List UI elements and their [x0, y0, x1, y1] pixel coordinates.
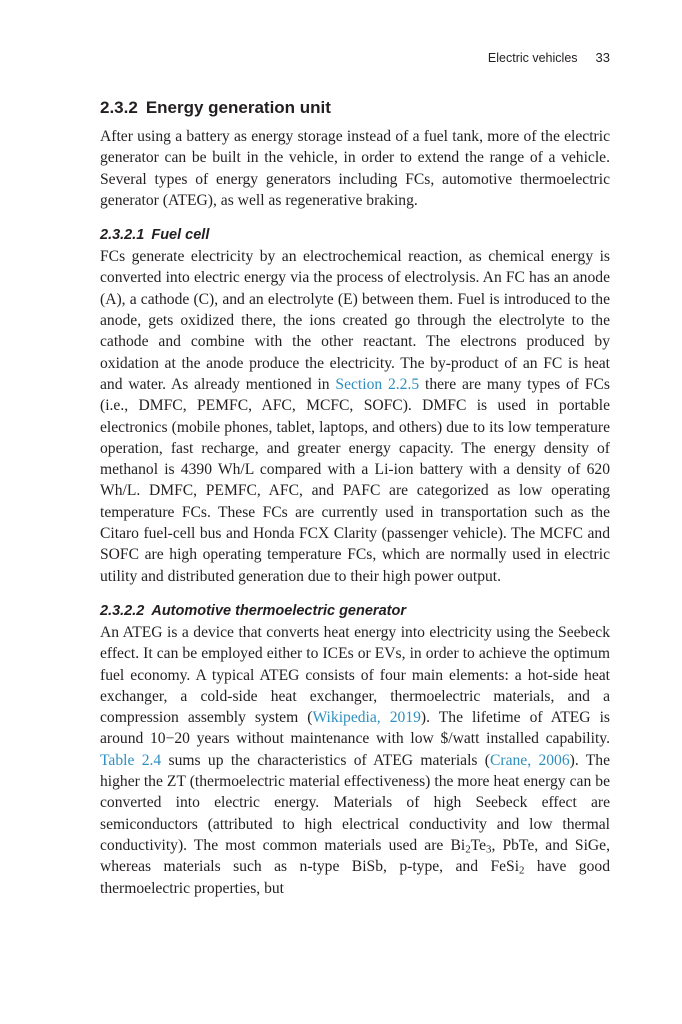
fesi-subscript: 2 [519, 864, 525, 877]
section-title: Energy generation unit [145, 98, 331, 117]
ateg-text-4: ). The higher the ZT (thermoelectric material effectiveness) the more heat energy can be converted into electric energy. Materials of high Seebeck effect are semiconductors (attributed to high electrical conductivity and low thermal conductivity). The most common materials used are Bi [100, 751, 611, 854]
section-intro-paragraph: After using a battery as energy storage instead of a fuel tank, more of the electric generator can be built in the vehicle, in order to extend the range of a vehicle. Several types of energy generators including FCs, automotive thermoelectric generator (ATEG), as well as regenerative braking. [100, 128, 610, 209]
running-title: Electric vehicles [487, 51, 578, 65]
fuel-cell-text-2: there are many types of FCs (i.e., DMFC, PEMFC, AFC, MCFC, SOFC). DMFC is used in portable electronics (mobile phones, tablet, laptops, and others) due to its low temperature operation, fast recharge, and greater energy capacity. The energy density of methanol is 4390 Wh/L compared with a Li-ion battery with a density of 620 Wh/L. DMFC, PEMFC, AFC, and PAFC are categorized as low operating temperature FCs. These FCs are currently used in transportation such as the Citaro fuel-cell bus and Honda FCX Clarity (passenger vehicle). The MCFC and SOFC are high operating temperature FCs, which are normally used in electric utility and distributed generation due to their high power output. [100, 375, 610, 585]
fuel-cell-paragraph [100, 246, 610, 587]
fuel-cell-text-1: FCs generate electricity by an electrochemical reaction, as chemical energy is converted into electric energy via the process of electrolysis. An FC has an anode (A), a cathode (C), and an electrolyte (E) between them. Fuel is introduced to the anode, gets oxidized there, the ions created go through the electrolyte to the cathode and combine with the other reactant. The electrons produced by oxidation at the anode produce the electricity. The by-product of an FC is heat and water. As already mentioned in [100, 248, 610, 393]
ateg-text-2: ). The lifetime of ATEG is around 10−20 years without maintenance with low $/watt installed capability. [100, 709, 611, 748]
section-2-2-5-link[interactable]: Section 2.2.5 [335, 375, 420, 393]
ateg-text-3: sums up the characteristics of ATEG materials ( [161, 751, 490, 769]
section-heading [100, 96, 610, 120]
crane-citation-link[interactable]: Crane, 2006 [490, 751, 570, 769]
ateg-paragraph [100, 622, 610, 899]
ateg-heading [100, 600, 610, 622]
te-subscript: 3 [486, 843, 492, 856]
ateg-title: Automotive thermoelectric generator [151, 602, 406, 619]
fuel-cell-heading [100, 224, 610, 246]
ateg-number: 2.3.2.2 [100, 602, 145, 619]
page-number: 33 [595, 50, 610, 65]
ateg-text-6: , PbTe, and SiGe, whereas materials such as n-type BiSb, p-type, and FeSi [100, 836, 611, 876]
ateg-text-1: An ATEG is a device that converts heat energy into electricity using the Seebeck effect. It can be employed either to ICEs or EVs, in order to achieve the optimum fuel economy. A typical ATEG consists of four main elements: a hot-side heat exchanger, a cold-side heat exchanger, thermoelectric materials, and a compression assembly system ( [100, 623, 610, 727]
table-2-4-link[interactable]: Table 2.4 [100, 751, 162, 769]
wikipedia-citation-link[interactable]: Wikipedia, 2019 [312, 709, 421, 727]
ateg-text-7: have good thermoelectric properties, but [100, 858, 610, 897]
main-content [100, 96, 610, 899]
bi-subscript: 2 [465, 843, 471, 856]
section-number: 2.3.2 [100, 98, 138, 117]
running-head [488, 50, 610, 65]
page [100, 0, 610, 1024]
fuel-cell-title: Fuel cell [151, 227, 210, 244]
ateg-text-5: Te [470, 836, 486, 854]
fuel-cell-number: 2.3.2.1 [100, 227, 145, 244]
